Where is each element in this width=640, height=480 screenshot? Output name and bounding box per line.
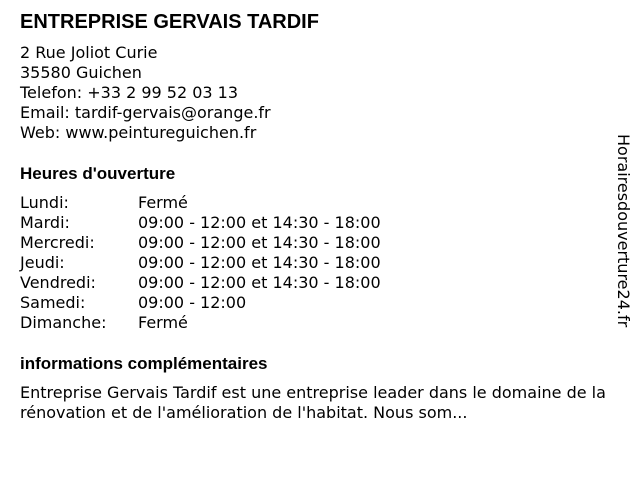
day-label: Samedi: <box>20 293 86 312</box>
time-value: 09:00 - 12:00 et 14:30 - 18:00 <box>138 233 381 252</box>
time-value: Fermé <box>138 313 188 332</box>
time-value: 09:00 - 12:00 et 14:30 - 18:00 <box>138 273 381 292</box>
contact-block <box>20 43 271 143</box>
time-value: Fermé <box>138 193 188 212</box>
site-watermark: Horairesdouverture24.fr <box>614 134 633 328</box>
day-label: Mardi: <box>20 213 70 232</box>
time-value: 09:00 - 12:00 <box>138 293 247 312</box>
email-line: Email: tardif-gervais@orange.fr <box>20 103 271 122</box>
hours-heading: Heures d'ouverture <box>20 164 176 183</box>
time-value: 09:00 - 12:00 et 14:30 - 18:00 <box>138 213 381 232</box>
address-street: 2 Rue Joliot Curie <box>20 43 158 62</box>
info-heading: informations complémentaires <box>20 354 268 373</box>
web-line: Web: www.peintureguichen.fr <box>20 123 257 142</box>
day-label: Dimanche: <box>20 313 107 332</box>
business-name: ENTREPRISE GERVAIS TARDIF <box>20 11 319 33</box>
phone-line: Telefon: +33 2 99 52 03 13 <box>20 83 239 102</box>
day-label: Mercredi: <box>20 233 95 252</box>
day-label: Vendredi: <box>20 273 96 292</box>
time-value: 09:00 - 12:00 et 14:30 - 18:00 <box>138 253 381 272</box>
day-label: Jeudi: <box>20 253 65 272</box>
address-city: 35580 Guichen <box>20 63 142 82</box>
business-description: Entreprise Gervais Tardif est une entreprise leader dans le domaine de la rénovation et de l'amélioration de l'habitat. Nous som... <box>20 383 606 422</box>
day-label: Lundi: <box>20 193 69 212</box>
